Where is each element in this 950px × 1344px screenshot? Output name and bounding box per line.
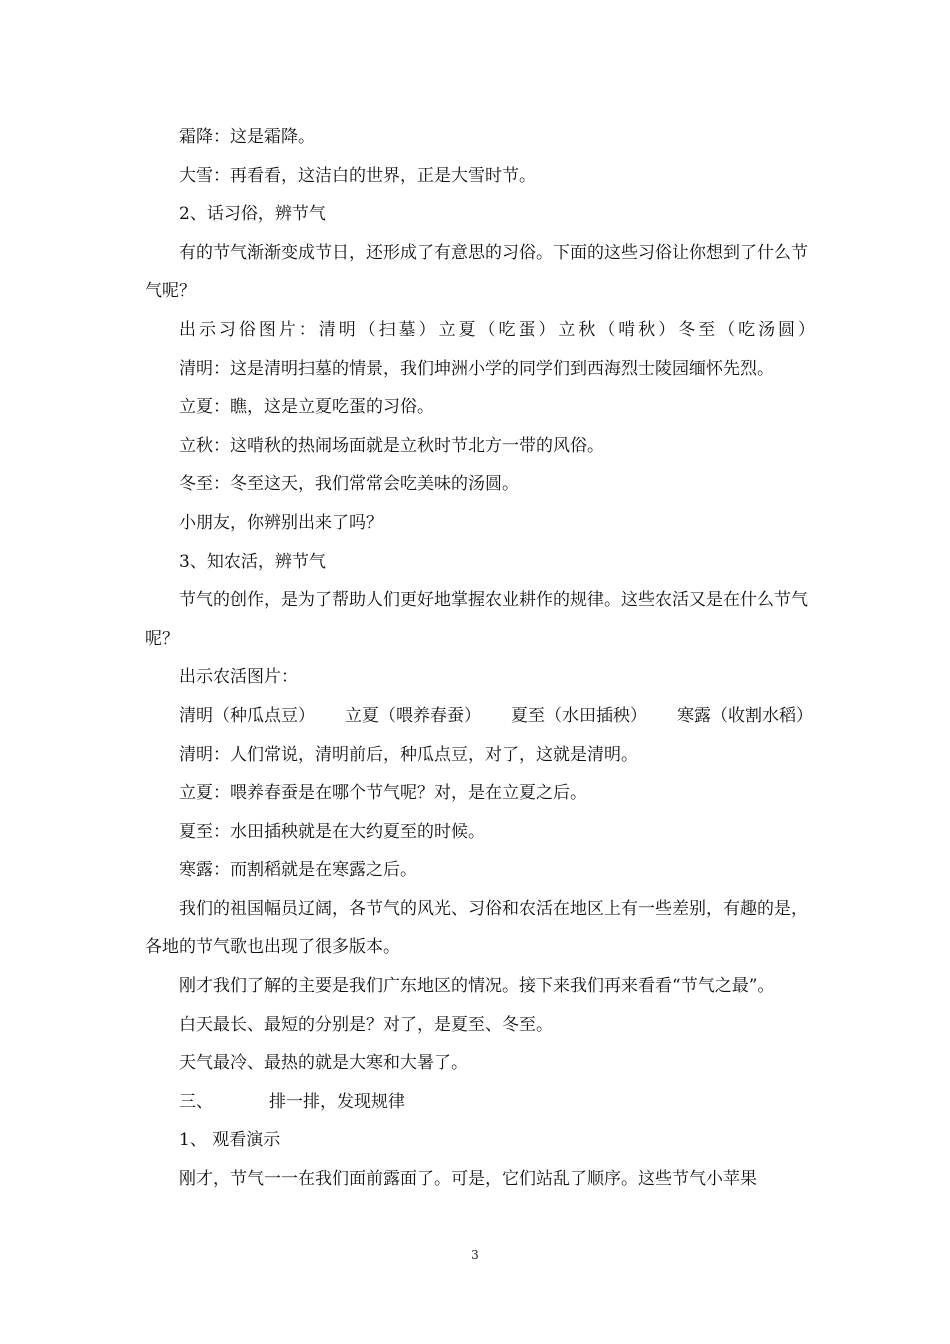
paragraph: 天气最冷、最热的就是大寒和大暑了。 xyxy=(179,1053,468,1074)
custom-item: 冬至（吃汤圆） xyxy=(678,319,816,340)
farm-item: 立夏（喂养春蚕） xyxy=(345,705,481,726)
page-number: 3 xyxy=(471,1248,479,1262)
farm-items-line xyxy=(145,697,815,736)
paragraph: 夏至：水田插秧就是在大约夏至的时候。 xyxy=(179,821,485,842)
paragraph: 霜降：这是霜降。 xyxy=(179,127,315,147)
document-body xyxy=(145,118,815,1199)
paragraph: 刚才我们了解的主要是我们广东地区的情况。接下来我们再来看看“节气之最”。 xyxy=(179,976,775,997)
farm-item: 清明（种瓜点豆） xyxy=(179,705,315,726)
subsection-heading: 1、 观看演示 xyxy=(179,1130,281,1151)
custom-images-label: 出示习俗图片： xyxy=(179,319,319,340)
section-three-number: 三、 xyxy=(179,1091,213,1112)
paragraph: 立夏：瞧，这是立夏吃蛋的习俗。 xyxy=(179,397,434,418)
paragraph: 清明：这是清明扫墓的情景，我们坤洲小学的同学们到西海烈士陵园缅怀先烈。 xyxy=(179,358,774,379)
paragraph: 我们的祖国幅员辽阔，各节气的风光、习俗和农活在地区上有一些差别，有趣的是，各地的节气歌也出现了很多版本。 xyxy=(145,898,808,958)
paragraph: 小朋友，你辨别出来了吗？ xyxy=(179,512,383,533)
section-heading: 3、知农活，辨节气 xyxy=(179,551,326,572)
paragraph: 立夏：喂养春蚕是在哪个节气呢？对，是在立夏之后。 xyxy=(179,783,587,804)
custom-item: 立夏（吃蛋） xyxy=(438,319,559,340)
section-three-heading xyxy=(145,1083,815,1122)
paragraph: 出示农活图片： xyxy=(179,667,298,688)
custom-item: 立秋（啃秋） xyxy=(558,319,679,340)
paragraph: 冬至：冬至这天，我们常常会吃美味的汤圆。 xyxy=(179,474,519,495)
custom-images-line xyxy=(145,311,815,350)
custom-item: 清明（扫墓） xyxy=(318,319,439,340)
paragraph: 有的节气渐渐变成节日，还形成了有意思的习俗。下面的这些习俗让你想到了什么节气呢？ xyxy=(145,242,808,302)
paragraph: 寒露：而割稻就是在寒露之后。 xyxy=(179,860,417,881)
paragraph: 立秋：这啃秋的热闹场面就是立秋时节北方一带的风俗。 xyxy=(179,435,604,456)
farm-item: 夏至（水田插秧） xyxy=(511,705,647,726)
section-heading: 2、话习俗，辨节气 xyxy=(179,204,326,225)
paragraph: 刚才，节气一一在我们面前露面了。可是，它们站乱了顺序。这些节气小苹果 xyxy=(179,1169,757,1190)
section-three-title: 排一排，发现规律 xyxy=(269,1091,405,1112)
paragraph: 大雪：再看看，这洁白的世界，正是大雪时节。 xyxy=(179,165,536,186)
paragraph: 白天最长、最短的分别是？对了，是夏至、冬至。 xyxy=(179,1014,553,1035)
paragraph: 清明：人们常说，清明前后，种瓜点豆，对了，这就是清明。 xyxy=(179,744,638,765)
farm-item: 寒露（收割水稻） xyxy=(677,705,813,726)
paragraph: 节气的创作，是为了帮助人们更好地掌握农业耕作的规律。这些农活又是在什么节气呢？ xyxy=(145,590,808,649)
